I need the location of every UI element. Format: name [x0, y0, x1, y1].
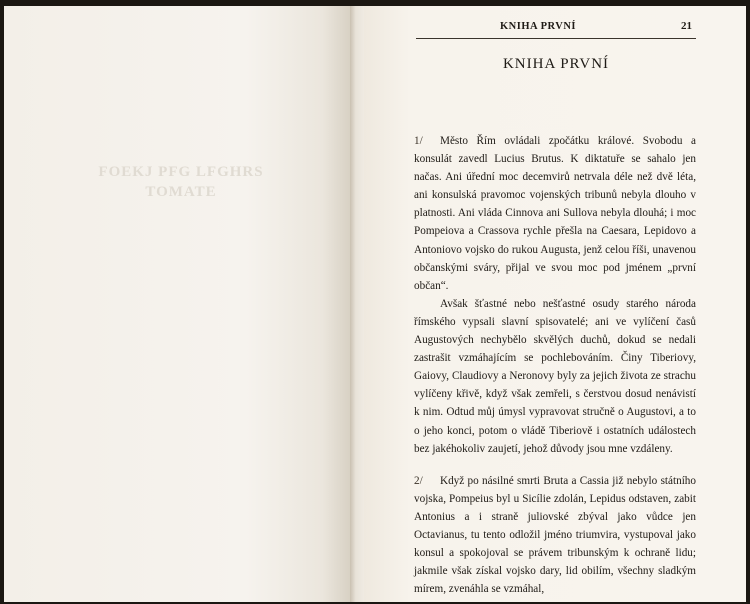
paragraph-text: Město Řím ovládali zpočátku králové. Svobodu a konsulát zavedl Lucius Brutus. K diktatuře se sahalo jen načas. Ani úřední moc decemvirů netrvala déle než dvě léta, ani konsulská pravomoc vojenských tribunů nebyla dlouho v platnosti. Ani vláda Cinnova ani Sullova nebyla dlouhá; i moc Pompeiova a Crassova rychle přešla na Caesara, Lepidovo a Antoniovo vojsko do rukou Augusta, jenž celou říši, unavenou občanskými sváry, přijal ve svou moc pod jménem „první občan“. — [414, 135, 696, 292]
page-number: 21 — [681, 20, 692, 32]
paragraph — [414, 472, 696, 599]
section-number: 1/ — [414, 135, 423, 147]
paragraph-text: Když po násilné smrti Bruta a Cassia již nebylo státního vojska, Pompeius byl u Sicílie zdolán, Lepidus odstaven, zabit Antonius a i straně juliovské zbýval jako vůdce jen Octavianus, tu tento odložil jméno triumvira, vystupoval jako konsul a spokojoval se právem tribunským k ochraně lidu; jakmile však získal vojsko dary, lid obilím, všechny sladkým mírem, zvenáhla se vzmáhal, — [414, 474, 696, 596]
section-number: 2/ — [414, 474, 423, 487]
paragraph — [414, 132, 696, 295]
right-page — [364, 6, 746, 602]
running-head — [416, 18, 696, 39]
chapter-title: KNIHA PRVNÍ — [502, 56, 610, 72]
page-body — [414, 132, 696, 598]
running-title: KNIHA PRVNÍ — [500, 21, 577, 32]
book-spread — [4, 6, 746, 602]
bleed-through-text: FOEKJ PFG LFGHRS TOMATE — [98, 164, 264, 200]
left-page — [4, 6, 350, 602]
paragraph: Avšak šťastné nebo nešťastné osudy starého národa římského vypsali slavní spisovatelé; ani ve vylíčení časů Augustových nechybělo skvělých duchů, dokud se nedali zastrašit vzmáhajícím se pochlebováním. Činy Tiberiovy, Gaiovy, Claudiovy a Neronovy byly za jejich života ze strachu vylíčeny křivě, když však zemřeli, s čerstvou dosud nenávistí k nim. Odtud můj úmysl vypravovat stručně o Augustovi, a to o jeho konci, potom o vládě Tiberiově i ostatních událostech bez jakéhokoliv zaujetí, jehož důvody jsou mne vzdáleny. — [414, 297, 696, 455]
